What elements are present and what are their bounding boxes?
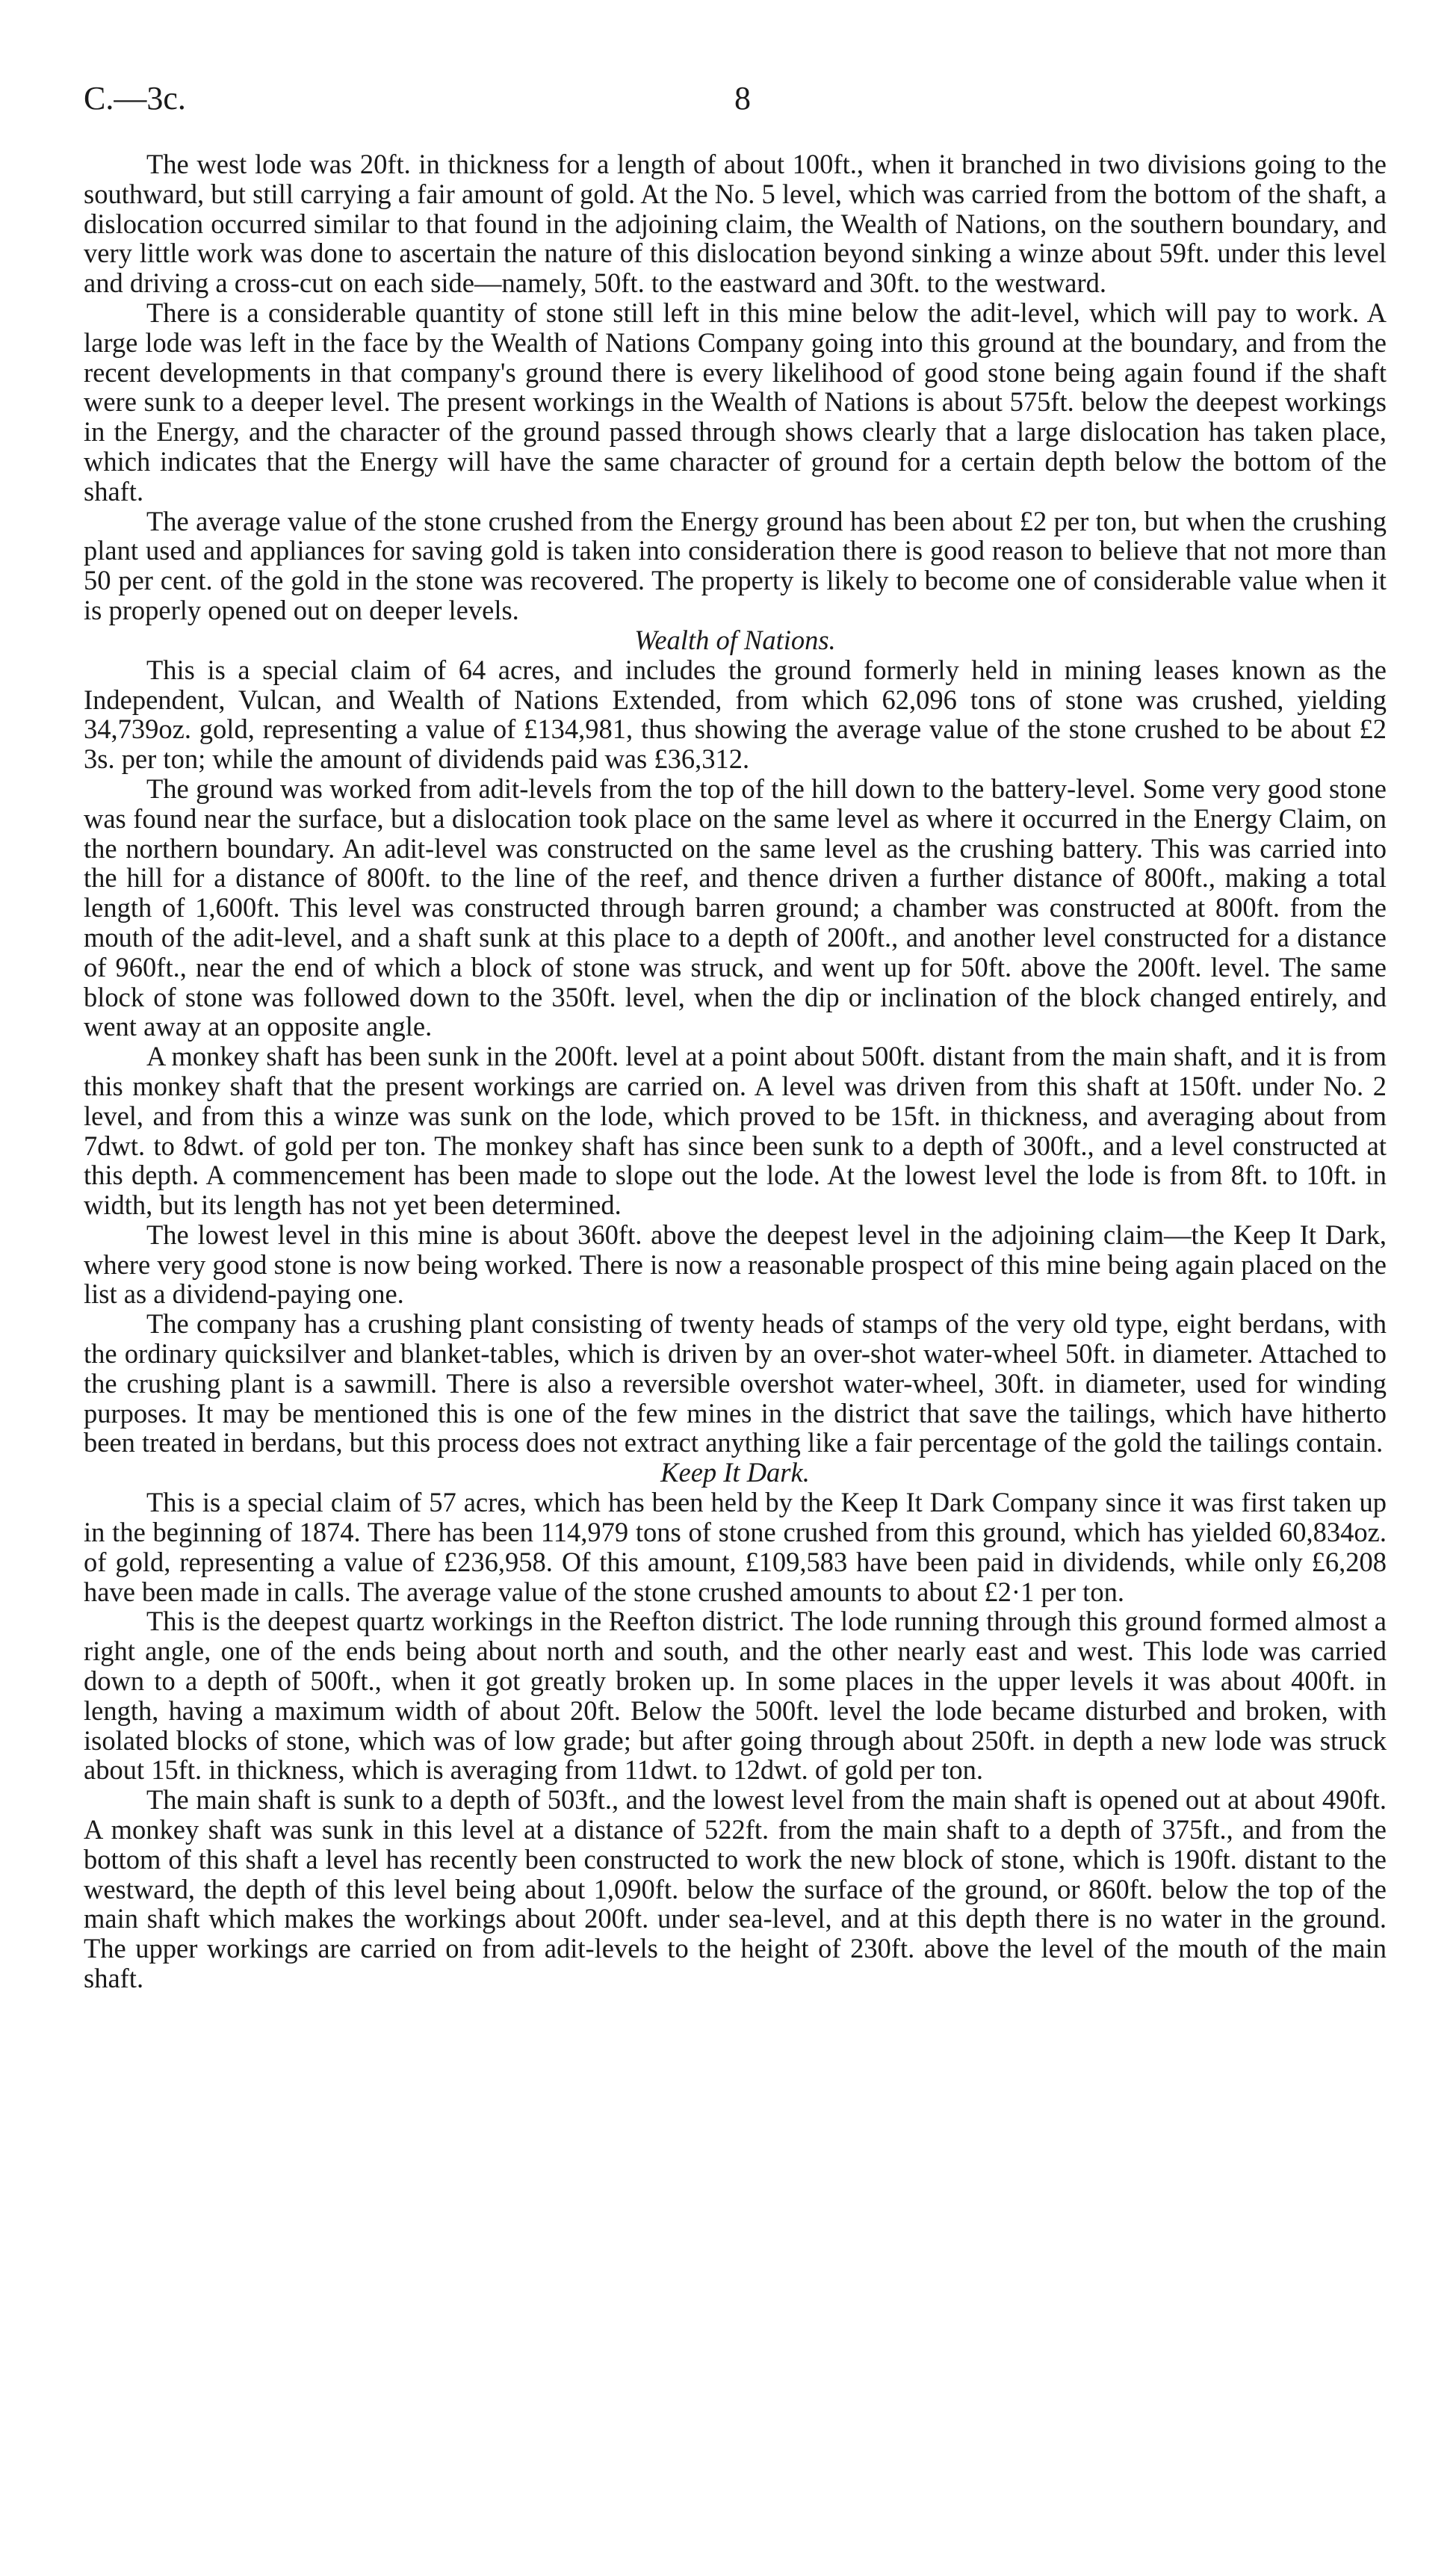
page-body: [84, 149, 1387, 1993]
paragraph: This is a special claim of 57 acres, which has been held by the Keep It Dark Company since it was first taken up in the beginning of 1874. There has been 114,979 tons of stone crushed from this ground, which has yielded 60,834oz. of gold, representing a value of £236,958. Of this amount, £109,583 have been paid in dividends, while only £6,208 have been made in calls. The average value of the stone crushed amounts to about £2·1 per ton.: [84, 1487, 1387, 1607]
paragraph: The lowest level in this mine is about 360ft. above the deepest level in the adjoining claim—the Keep It Dark, where very good stone is now being worked. There is now a reasonable prospect of this mine being again placed on the list as a dividend-paying one.: [84, 1219, 1387, 1310]
document-reference: C.—3c.: [84, 80, 186, 117]
paragraph: The ground was worked from adit-levels from the top of the hill down to the battery-level. Some very good stone was found near the surface, but a dislocation took place on the same level as where it occurred in the Energy Claim, on the northern boundary. An adit-level was constructed on the same level as the crushing battery. This was carried into the hill for a distance of 800ft. to the line of the reef, and thence driven a further distance of 800ft., making a total length of 1,600ft. This level was constructed through barren ground; a chamber was constructed at 800ft. from the mouth of the adit-level, and a shaft sunk at this place to a depth of 200ft., and another level constructed for a distance of 960ft., near the end of which a block of stone was struck, and went up for 50ft. above the 200ft. level. The same block of stone was followed down to the 350ft. level, when the dip or inclination of the block changed entirely, and went away at an opposite angle.: [84, 773, 1387, 1042]
paragraph: The average value of the stone crushed from the Energy ground has been about £2 per ton, but when the crushing plant used and appliances for saving gold is taken into consideration there is good reason to believe that not more than 50 per cent. of the gold in the stone was recovered. The property is likely to become one of considerable value when it is properly opened out on deeper levels.: [84, 505, 1387, 625]
paragraph: There is a considerable quantity of stone still left in this mine below the adit-level, which will pay to work. A large lode was left in the face by the Wealth of Nations Company going into this ground at the boundary, and from the recent developments in that company's ground there is every likelihood of good stone being again found if the shaft were sunk to a deeper level. The present workings in the Wealth of Nations is about 575ft. below the deepest workings in the Energy, and the character of the ground passed through shows clearly that a large dislocation has taken place, which indicates that the Energy will have the same character of ground for a certain depth below the bottom of the shaft.: [84, 297, 1387, 507]
paragraph: The company has a crushing plant consisting of twenty heads of stamps of the very old type, eight berdans, with the ordinary quicksilver and blanket-tables, which is driven by an over-shot water-wheel 50ft. in diameter. Attached to the crushing plant is a sawmill. There is also a reversible overshot water-wheel, 30ft. in diameter, used for winding purposes. It may be mentioned this is one of the few mines in the district that save the tailings, which have hitherto been treated in berdans, but this process does not extract anything like a fair percentage of the gold the tailings contain.: [84, 1308, 1387, 1458]
paragraph: The main shaft is sunk to a depth of 503ft., and the lowest level from the main shaft is opened out at about 490ft. A monkey shaft was sunk in this level at a distance of 522ft. from the main shaft to a depth of 375ft., and from the bottom of this shaft a level has recently been constructed to work the new block of stone, which is 190ft. distant to the westward, the depth of this level being about 1,090ft. below the surface of the ground, or 860ft. below the top of the main shaft which makes the workings about 200ft. under sea-level, and at this depth there is no water in the ground. The upper workings are carried on from adit-levels to the height of 230ft. above the level of the mouth of the main shaft.: [84, 1784, 1387, 1994]
page-header: [84, 76, 1387, 121]
section-heading-wealth-of-nations: Wealth of Nations.: [634, 624, 836, 655]
paragraph: A monkey shaft has been sunk in the 200ft. level at a point about 500ft. distant from the main shaft, and it is from this monkey shaft that the present workings are carried on. A level was driven from this shaft at 150ft. under No. 2 level, and from this a winze was sunk on the lode, which proved to be 15ft. in thickness, and averaging about from 7dwt. to 8dwt. of gold per ton. The monkey shaft has since been sunk to a depth of 300ft., and a level constructed at this depth. A commencement has been made to slope out the lode. At the lowest level the lode is from 8ft. to 10ft. in width, but its length has not yet been determined.: [84, 1041, 1387, 1221]
paragraph: This is a special claim of 64 acres, and includes the ground formerly held in mining leases known as the Independent, Vulcan, and Wealth of Nations Extended, from which 62,096 tons of stone was crushed, yielding 34,739oz. gold, representing a value of £134,981, thus showing the average value of the stone crushed to be about £2 3s. per ton; while the amount of dividends paid was £36,312.: [84, 654, 1387, 775]
section-heading-keep-it-dark: Keep It Dark.: [660, 1457, 810, 1488]
page-number: 8: [734, 80, 751, 117]
paragraph: This is the deepest quartz workings in the Reefton district. The lode running through this ground formed almost a right angle, one of the ends being about north and south, and the other nearly east and west. This lode was carried down to a depth of 500ft., when it got greatly broken up. In some places in the upper levels it was about 400ft. in length, having a maximum width of about 20ft. Below the 500ft. level the lode became disturbed and broken, with isolated blocks of stone, which was of low grade; but after going through about 250ft. in depth a new lode was struck about 15ft. in thickness, which is averaging from 11dwt. to 12dwt. of gold per ton.: [84, 1606, 1387, 1786]
paragraph: The west lode was 20ft. in thickness for a length of about 100ft., when it branched in two divisions going to the southward, but still carrying a fair amount of gold. At the No. 5 level, which was carried from the bottom of the shaft, a dislocation occurred similar to that found in the adjoining claim, the Wealth of Nations, on the southern boundary, and very little work was done to ascertain the nature of this dislocation beyond sinking a winze about 59ft. under this level and driving a cross-cut on each side—namely, 50ft. to the eastward and 30ft. to the westward.: [84, 149, 1387, 299]
